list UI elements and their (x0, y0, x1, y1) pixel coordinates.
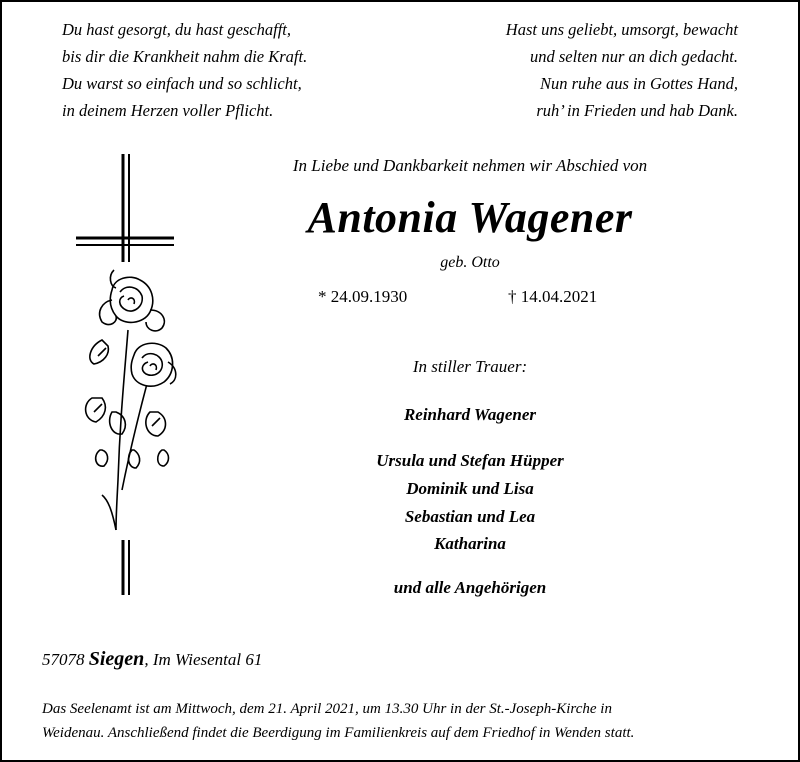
poem-line: Nun ruhe aus in Gottes Hand, (540, 74, 738, 93)
mourner-name: und alle Angehörigen (393, 578, 547, 597)
farewell-intro: In Liebe und Dankbarkeit nehmen wir Abschied von (292, 156, 648, 175)
poem-left (62, 16, 307, 124)
cross-with-rose-graphic (72, 150, 182, 600)
mourning-heading: In stiller Trauer: (412, 357, 528, 376)
mourner-name: Sebastian und Lea (404, 507, 536, 526)
funeral-notice (42, 697, 758, 745)
poem-line: Du hast gesorgt, du hast geschafft, (62, 20, 292, 39)
address-city: Siegen (88, 648, 145, 670)
birth-date: * 24.09.1930 (318, 287, 408, 306)
mourner-name: Reinhard Wagener (403, 405, 537, 424)
poem-line: Hast uns geliebt, umsorgt, bewacht (505, 20, 738, 39)
poem-line: in deinem Herzen voller Pflicht. (62, 101, 274, 120)
mourner-name: Dominik und Lisa (406, 479, 534, 498)
rose-icon (86, 270, 176, 530)
poem-line: und selten nur an dich gedacht. (529, 47, 738, 66)
poem-line: Du warst so einfach und so schlicht, (62, 74, 302, 93)
address-street: , Im Wiesental 61 (144, 650, 263, 669)
poem-line: bis dir die Krankheit nahm die Kraft. (62, 47, 308, 66)
poem-line: ruh’ in Frieden und hab Dank. (536, 101, 738, 120)
mourner-name: Katharina (434, 534, 506, 553)
notice-line: Weidenau. Anschließend findet die Beerdigung im Familienkreis auf dem Friedhof in Wenden statt. (42, 725, 635, 741)
address-postcode: 57078 (42, 650, 85, 669)
poem-right (506, 16, 738, 124)
notice-line: Das Seelenamt ist am Mittwoch, dem 21. April 2021, um 13.30 Uhr in der St.-Joseph-Kirche in (42, 701, 612, 717)
family-address (42, 648, 262, 671)
maiden-name: geb. Otto (440, 254, 500, 271)
mourner-name: Ursula und Stefan Hüpper (376, 451, 564, 470)
death-date: † 14.04.2021 (508, 287, 598, 306)
deceased-name: Antonia Wagener (307, 193, 633, 242)
